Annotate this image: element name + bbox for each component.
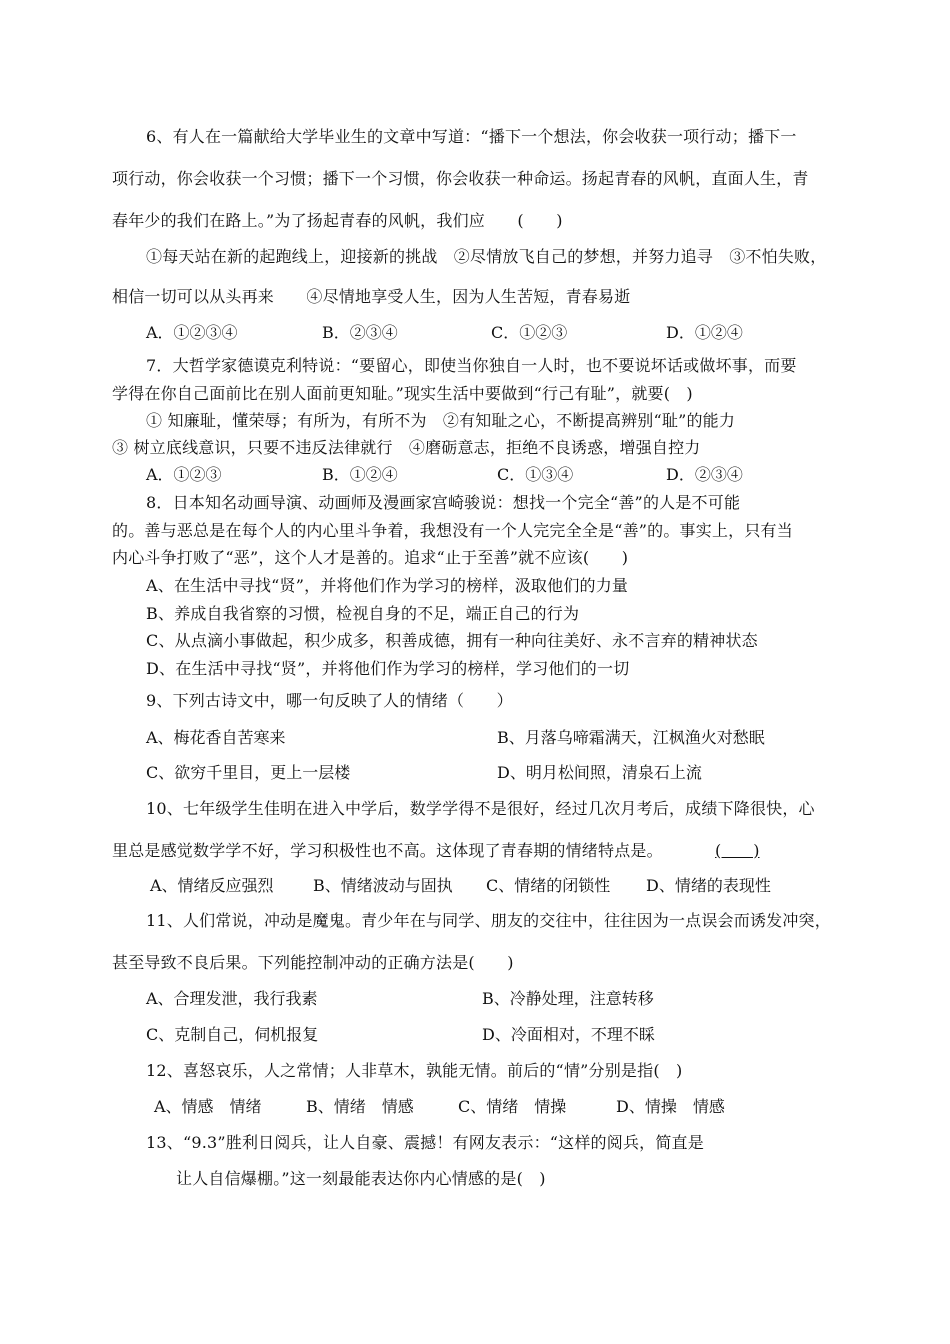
q8-line3: 内心斗争打败了“恶”，这个人才是善的。追求“止于至善”就不应该( )	[112, 548, 629, 567]
q8-option-a: A、在生活中寻找“贤”，并将他们作为学习的榜样，汲取他们的力量	[146, 576, 629, 595]
q6-option-d: D．①②④	[666, 323, 743, 342]
q6-option-a: A．①②③④	[146, 323, 238, 342]
q8-option-d: D、在生活中寻找“贤”，并将他们作为学习的榜样，学习他们的一切	[146, 659, 630, 678]
q7-option-b: B．①②④	[322, 465, 398, 484]
q9-line1: 9、下列古诗文中，哪一句反映了人的情绪（ ）	[146, 691, 513, 710]
q11-line2: 甚至导致不良后果。下列能控制冲动的正确方法是( )	[112, 953, 514, 972]
q12-option-c: C、情绪 情操	[458, 1097, 567, 1116]
q8-line2: 的。善与恶总是在每个人的内心里斗争着，我想没有一个人完完全全是“善”的。事实上，只有当	[112, 521, 793, 540]
q11-option-a: A、合理发泄，我行我素	[146, 989, 318, 1008]
q10-answer-blank: ( )	[715, 841, 760, 860]
q12-line1: 12、喜怒哀乐，人之常情；人非草木，孰能无情。前后的“情”分别是指( )	[146, 1061, 683, 1080]
q8-line1: 8．日本知名动画导演、动画师及漫画家宫崎骏说：想找一个完全“善”的人是不可能	[146, 493, 741, 512]
q7-line1: 7．大哲学家德谟克利特说：“要留心，即使当你独自一人时，也不要说坏话或做坏事，而要	[146, 356, 797, 375]
q10-option-a: A、情绪反应强烈	[150, 876, 274, 895]
q8-option-c: C、从点滴小事做起，积少成多，积善成德，拥有一种向往美好、永不言弃的精神状态	[146, 631, 758, 650]
q6-line2: 项行动，你会收获一个习惯；播下一个习惯，你会收获一种命运。扬起青春的风帆，直面人生，青	[112, 169, 809, 188]
q12-option-d: D、情操 情感	[616, 1097, 725, 1116]
q6-line1: 6、有人在一篇献给大学毕业生的文章中写道：“播下一个想法，你会收获一项行动；播下一	[146, 127, 797, 146]
q7-option-c: C．①③④	[497, 465, 574, 484]
q7-line2: 学得在你自己面前比在别人面前更知耻。”现实生活中要做到“行己有耻”，就要( )	[112, 384, 693, 403]
q11-line1: 11、人们常说，冲动是魔鬼。青少年在与同学、朋友的交往中，往往因为一点误会而诱发冲突，	[146, 911, 831, 930]
q9-option-a: A、梅花香自苦寒来	[146, 728, 286, 747]
q10-line1: 10、七年级学生佳明在进入中学后，数学学得不是很好，经过几次月考后，成绩下降很快，心	[146, 799, 815, 818]
q9-option-c: C、欲穷千里目，更上一层楼	[146, 763, 351, 782]
q6-line5: 相信一切可以从头再来 ④尽情地享受人生，因为人生苦短，青春易逝	[112, 287, 631, 306]
q13-line2: 让人自信爆棚。”这一刻最能表达你内心情感的是( )	[176, 1169, 546, 1188]
q7-line4: ③ 树立底线意识，只要不违反法律就行 ④磨砺意志，拒绝不良诱惑，增强自控力	[112, 438, 701, 457]
q12-option-a: A、情感 情绪	[154, 1097, 262, 1116]
q6-line3: 春年少的我们在路上。”为了扬起青春的风帆，我们应 ( )	[112, 211, 563, 230]
q9-option-b: B、月落乌啼霜满天，江枫渔火对愁眠	[497, 728, 765, 747]
q10-option-d: D、情绪的表现性	[646, 876, 771, 895]
q12-option-b: B、情绪 情感	[306, 1097, 414, 1116]
q8-option-b: B、养成自我省察的习惯，检视自身的不足，端正自己的行为	[146, 604, 580, 623]
q7-line3: ① 知廉耻，懂荣辱；有所为，有所不为 ②有知耻之心，不断提高辨别“耻”的能力	[146, 411, 736, 430]
q11-option-c: C、克制自己，伺机报复	[146, 1025, 319, 1044]
q6-line4: ①每天站在新的起跑线上，迎接新的挑战 ②尽情放飞自己的梦想，并努力追寻 ③不怕失败，	[146, 247, 827, 266]
q11-option-b: B、冷静处理，注意转移	[482, 989, 654, 1008]
q7-option-d: D．②③④	[666, 465, 743, 484]
q10-option-c: C、情绪的闭锁性	[486, 876, 611, 895]
q9-option-d: D、明月松间照，清泉石上流	[497, 763, 702, 782]
q11-option-d: D、冷面相对，不理不睬	[482, 1025, 655, 1044]
q10-option-b: B、情绪波动与固执	[313, 876, 453, 895]
q6-option-b: B．②③④	[322, 323, 398, 342]
q13-line1: 13、“9.3”胜利日阅兵，让人自豪、震撼！有网友表示：“这样的阅兵，简直是	[146, 1133, 704, 1152]
q6-option-c: C．①②③	[491, 323, 568, 342]
q7-option-a: A．①②③	[146, 465, 222, 484]
q10-line2: 里总是感觉数学学不好，学习积极性也不高。这体现了青春期的情绪特点是。	[112, 841, 663, 860]
